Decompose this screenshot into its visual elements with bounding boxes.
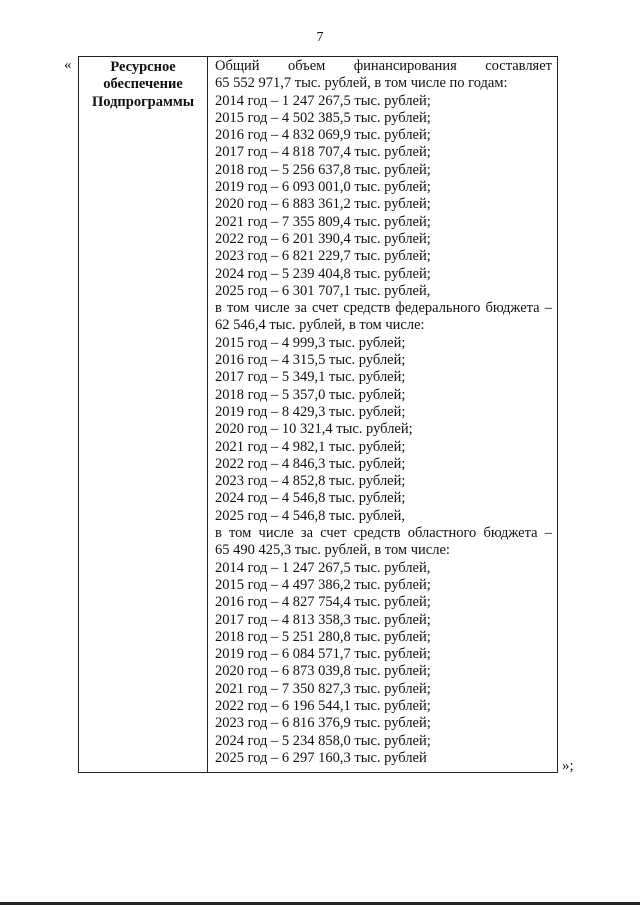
funding-details-cell xyxy=(215,58,552,767)
funding-line: 2020 год – 6 873 039,8 тыс. рублей; xyxy=(215,663,431,680)
funding-line: 2018 год – 5 256 637,8 тыс. рублей; xyxy=(215,161,431,178)
funding-line: 2019 год – 6 093 001,0 тыс. рублей; xyxy=(215,179,431,196)
page-number: 7 xyxy=(316,30,324,45)
funding-line: 2014 год – 1 247 267,5 тыс. рублей, xyxy=(215,559,431,576)
funding-line: 2023 год – 6 816 376,9 тыс. рублей; xyxy=(215,715,431,732)
funding-line: 2016 год – 4 827 754,4 тыс. рублей; xyxy=(215,594,431,611)
funding-line: 2020 год – 6 883 361,2 тыс. рублей; xyxy=(215,196,431,213)
funding-line: 2025 год – 6 297 160,3 тыс. рублей xyxy=(215,749,427,766)
funding-line: 2021 год – 7 355 809,4 тыс. рублей; xyxy=(215,213,431,230)
funding-line: 2018 год – 5 357,0 тыс. рублей; xyxy=(215,386,406,403)
funding-line: 2023 год – 4 852,8 тыс. рублей; xyxy=(215,473,406,490)
column-divider xyxy=(207,57,208,772)
funding-line: 2017 год – 4 813 358,3 тыс. рублей; xyxy=(215,611,431,628)
closing-quote-mark: »; xyxy=(562,758,574,774)
funding-line: в том числе за счет средств областного бюджета – xyxy=(215,525,552,542)
funding-line: 65 552 971,7 тыс. рублей, в том числе по годам: xyxy=(215,75,508,92)
funding-line: 2022 год – 6 201 390,4 тыс. рублей; xyxy=(215,230,431,247)
funding-line: 62 546,4 тыс. рублей, в том числе: xyxy=(215,317,425,334)
funding-line: 2025 год – 6 301 707,1 тыс. рублей, xyxy=(215,282,431,299)
funding-line: 2015 год – 4 999,3 тыс. рублей; xyxy=(215,334,406,351)
funding-line: 2017 год – 4 818 707,4 тыс. рублей; xyxy=(215,144,431,161)
section-heading-cell xyxy=(79,59,207,111)
opening-quote-mark: « xyxy=(64,57,72,73)
funding-line: 2019 год – 6 084 571,7 тыс. рублей; xyxy=(215,646,431,663)
funding-line: 2016 год – 4 832 069,9 тыс. рублей; xyxy=(215,127,431,144)
funding-line: 2015 год – 4 497 386,2 тыс. рублей; xyxy=(215,576,431,593)
funding-line: 2024 год – 5 234 858,0 тыс. рублей; xyxy=(215,732,431,749)
funding-line: 2021 год – 7 350 827,3 тыс. рублей; xyxy=(215,680,431,697)
funding-line: 2024 год – 5 239 404,8 тыс. рублей; xyxy=(215,265,431,282)
funding-line: 2023 год – 6 821 229,7 тыс. рублей; xyxy=(215,248,431,265)
funding-line: в том числе за счет средств федерального бюджета – xyxy=(215,300,552,317)
resource-table xyxy=(78,56,558,773)
funding-line: 2019 год – 8 429,3 тыс. рублей; xyxy=(215,403,406,420)
funding-line: 2024 год – 4 546,8 тыс. рублей; xyxy=(215,490,406,507)
funding-line: 65 490 425,3 тыс. рублей, в том числе: xyxy=(215,542,450,559)
heading-line: Подпрограммы xyxy=(91,93,195,110)
funding-line: 2022 год – 4 846,3 тыс. рублей; xyxy=(215,455,406,472)
heading-line: обеспечение xyxy=(103,76,183,93)
heading-line: Ресурсное xyxy=(110,59,176,75)
funding-line: 2014 год – 1 247 267,5 тыс. рублей; xyxy=(215,92,431,109)
funding-line: 2017 год – 5 349,1 тыс. рублей; xyxy=(215,369,406,386)
funding-line: 2021 год – 4 982,1 тыс. рублей; xyxy=(215,438,406,455)
funding-line: Общий объем финансирования составляет xyxy=(215,58,552,74)
funding-line: 2025 год – 4 546,8 тыс. рублей, xyxy=(215,507,406,524)
funding-line: 2018 год – 5 251 280,8 тыс. рублей; xyxy=(215,628,431,645)
funding-line: 2016 год – 4 315,5 тыс. рублей; xyxy=(215,352,406,369)
funding-line: 2020 год – 10 321,4 тыс. рублей; xyxy=(215,421,413,438)
funding-line: 2022 год – 6 196 544,1 тыс. рублей; xyxy=(215,697,431,714)
funding-line: 2015 год – 4 502 385,5 тыс. рублей; xyxy=(215,109,431,126)
